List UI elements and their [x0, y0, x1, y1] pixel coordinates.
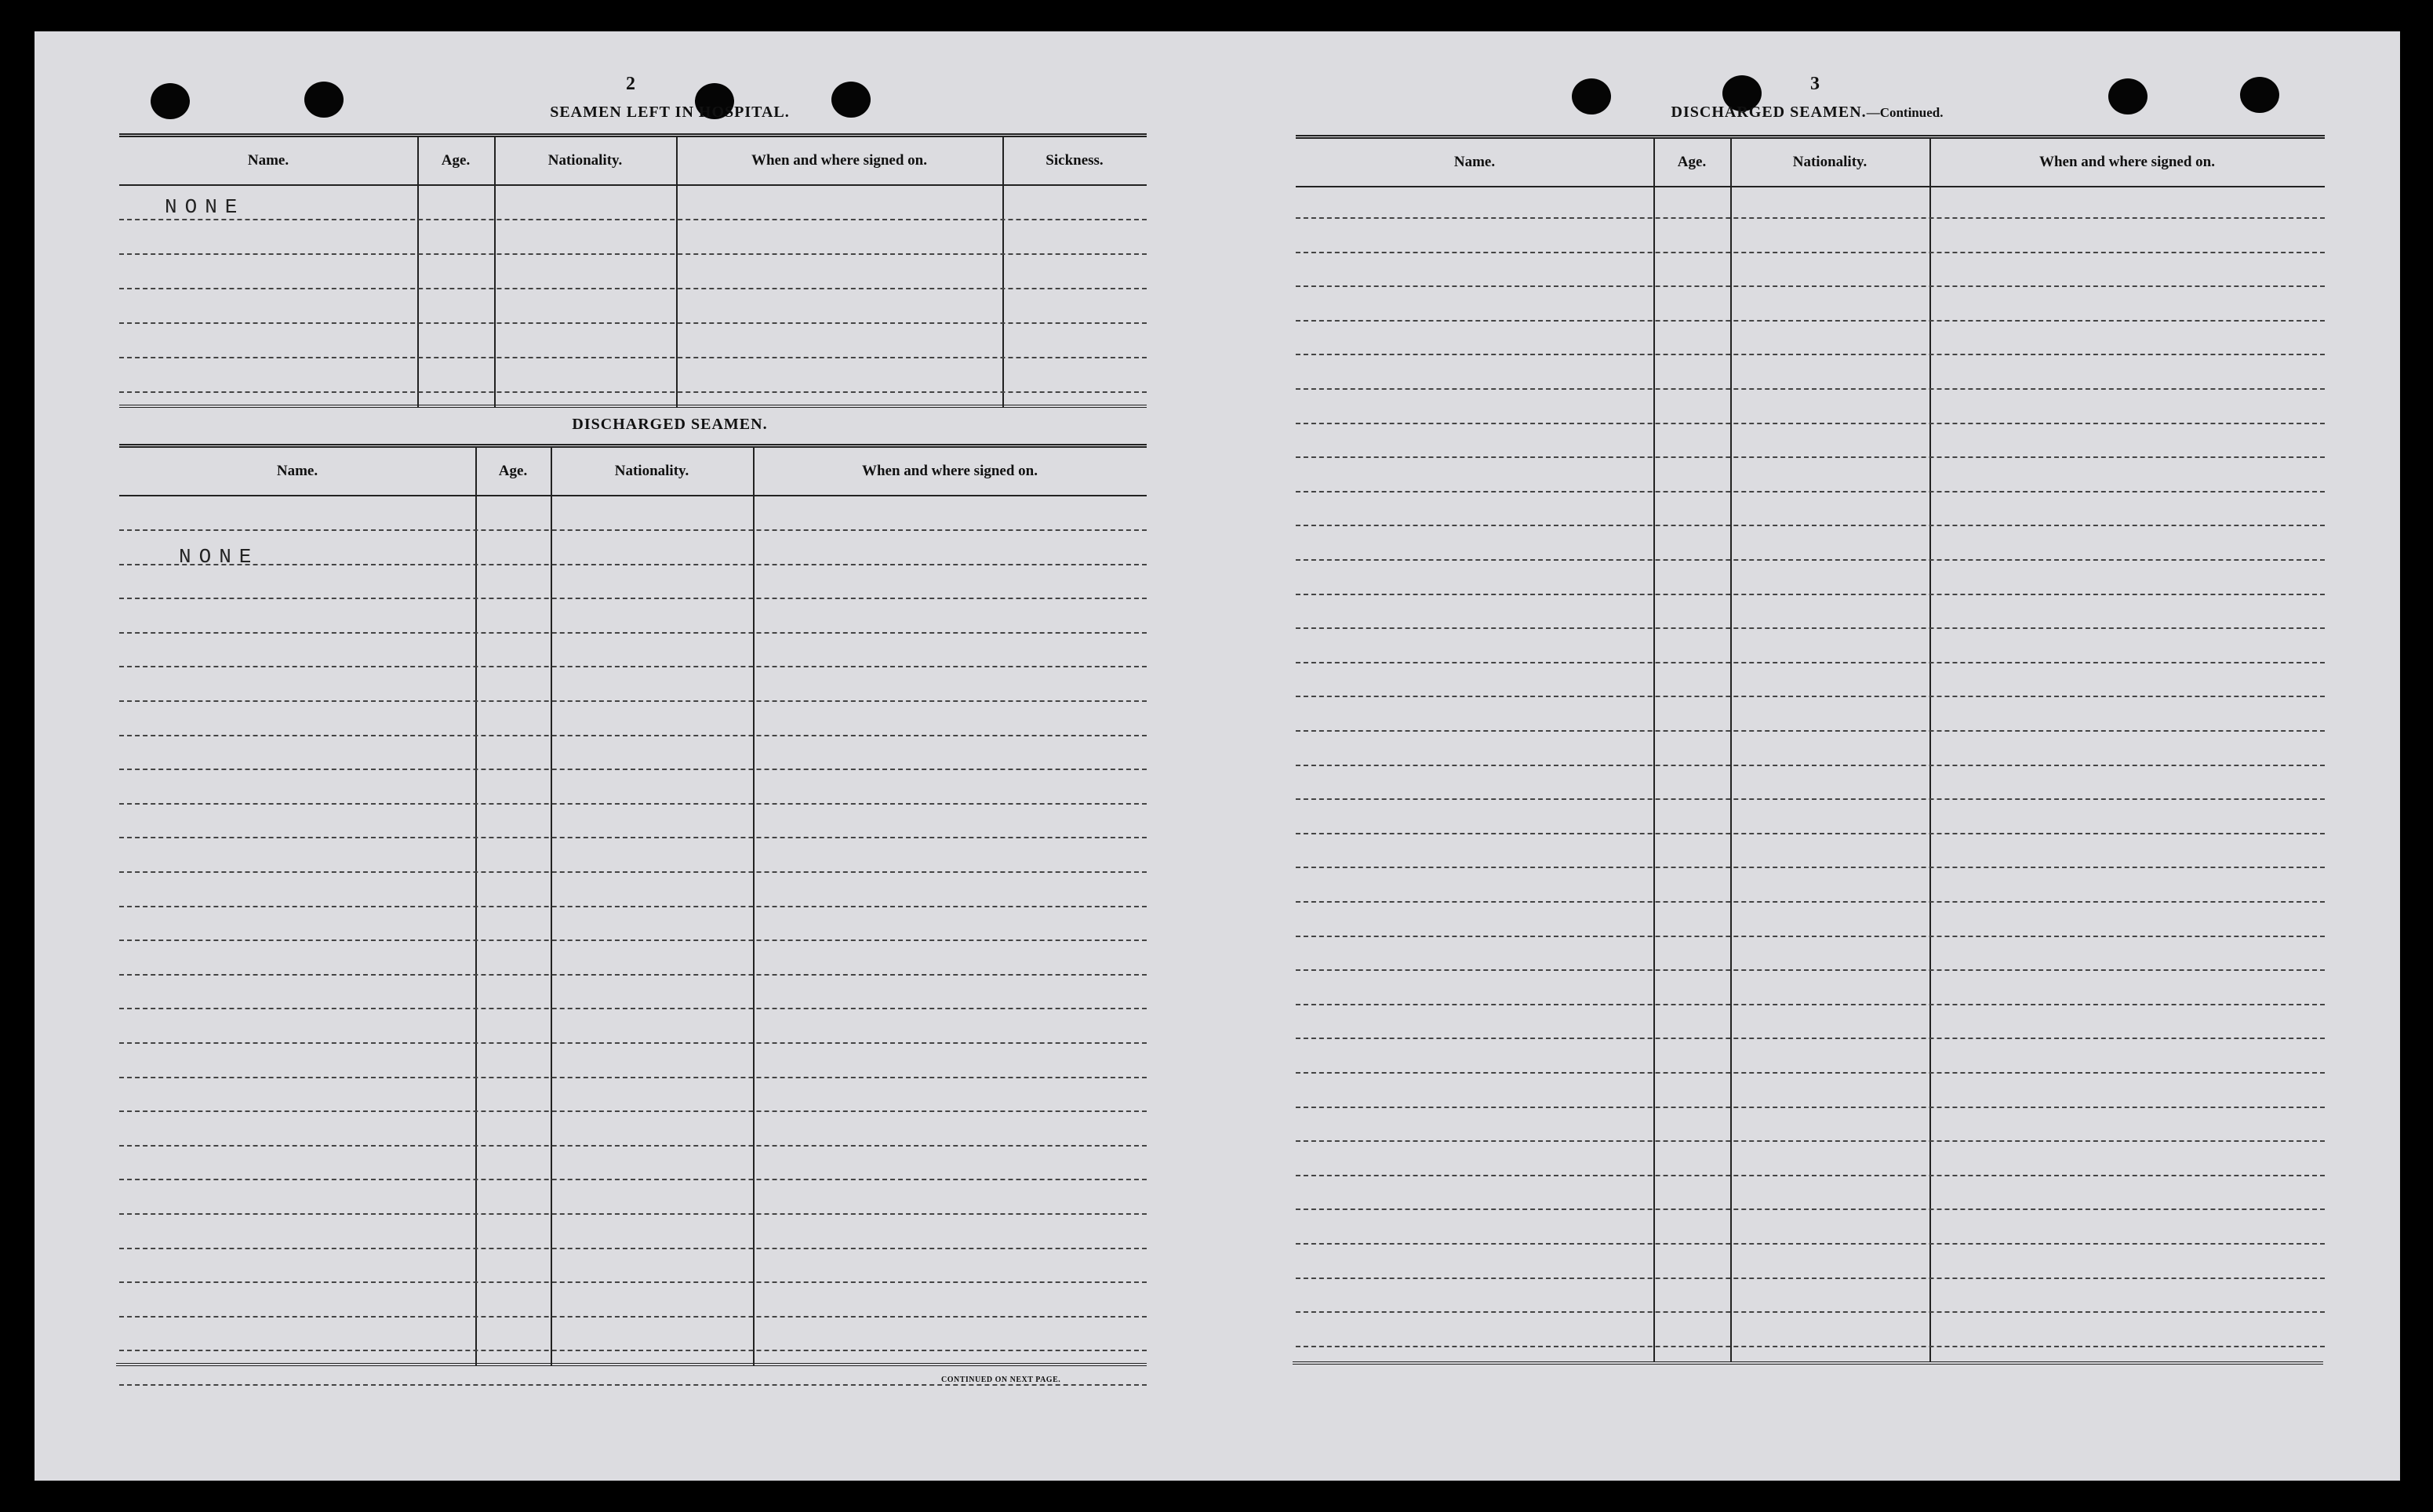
discharged-entry-name: NONE	[179, 545, 260, 569]
ruled-line	[119, 666, 1147, 667]
punch-hole	[304, 82, 344, 118]
ruled-line	[1296, 1311, 2325, 1313]
ruled-line	[119, 253, 1147, 255]
ruled-line	[1296, 627, 2325, 629]
ruled-line	[1296, 594, 2325, 595]
ruled-line	[1296, 388, 2325, 390]
continued-suffix: —Continued.	[1866, 105, 1944, 120]
hospital-table-bottom-rule	[119, 405, 1147, 408]
discharged-table-bottom-rule	[116, 1363, 1147, 1366]
ruled-line	[1296, 765, 2325, 766]
column-header-nationality: Nationality.	[1792, 154, 1867, 170]
column-header-sickness: Sickness.	[1046, 152, 1104, 169]
column-header-name: Name.	[276, 463, 318, 479]
column-header-age: Age.	[441, 152, 471, 169]
ruled-line	[1296, 1346, 2325, 1347]
ruled-line	[119, 219, 1147, 220]
ruled-line	[119, 700, 1147, 702]
document-sheet	[35, 31, 2400, 1481]
hospital-table	[119, 133, 1147, 407]
ruled-line	[1296, 456, 2325, 458]
column-header-age: Age.	[1677, 154, 1707, 170]
ruled-line	[119, 803, 1147, 805]
ruled-line	[1296, 1140, 2325, 1142]
hospital-section-title: SEAMEN LEFT IN HOSPITAL.	[550, 104, 790, 121]
column-divider	[1653, 139, 1655, 1362]
ruled-line	[1296, 285, 2325, 287]
ruled-line	[1296, 867, 2325, 868]
ruled-line	[1296, 354, 2325, 355]
ruled-line	[1296, 1004, 2325, 1005]
ruled-line	[119, 1316, 1147, 1318]
ruled-line	[119, 1384, 1147, 1386]
ruled-line	[1296, 1209, 2325, 1210]
ruled-line	[1296, 969, 2325, 971]
discharged-section-title: DISCHARGED SEAMEN.	[572, 416, 768, 433]
column-header-signed-on: When and where signed on.	[861, 463, 1038, 479]
column-header-signed-on: When and where signed on.	[2038, 154, 2215, 170]
column-divider	[417, 137, 419, 407]
ruled-line	[119, 564, 1147, 565]
ruled-line	[1296, 798, 2325, 800]
column-header-name: Name.	[1453, 154, 1496, 170]
discharged-continued-table	[1296, 135, 2325, 1362]
discharged-continued-title-main: DISCHARGED SEAMEN.	[1671, 104, 1867, 121]
ruled-line	[1296, 252, 2325, 253]
page-number: 2	[626, 74, 635, 94]
ruled-line	[119, 1213, 1147, 1215]
ruled-line	[119, 1281, 1147, 1283]
ruled-line	[119, 769, 1147, 770]
ruled-line	[1296, 491, 2325, 492]
ruled-line	[119, 1179, 1147, 1180]
ruled-line	[119, 940, 1147, 941]
ruled-line	[1296, 320, 2325, 322]
ruled-line	[119, 1110, 1147, 1112]
column-divider	[676, 137, 678, 407]
ruled-line	[1296, 1175, 2325, 1176]
ruled-line	[1296, 525, 2325, 526]
ruled-line	[1296, 901, 2325, 903]
ruled-line	[1296, 936, 2325, 937]
ruled-line	[119, 1042, 1147, 1044]
ruled-line	[119, 632, 1147, 634]
ruled-line	[119, 1008, 1147, 1009]
ruled-line	[119, 598, 1147, 599]
punch-hole	[151, 83, 190, 119]
ruled-line	[119, 1077, 1147, 1078]
ruled-line	[1296, 1107, 2325, 1108]
ruled-line	[119, 837, 1147, 838]
punch-hole	[2240, 77, 2279, 113]
ruled-line	[1296, 1038, 2325, 1039]
ruled-line	[1296, 833, 2325, 834]
column-divider	[1929, 139, 1931, 1362]
page-number: 3	[1810, 74, 1820, 94]
ruled-line	[1296, 1243, 2325, 1245]
punch-hole	[2108, 78, 2148, 114]
ruled-line	[1296, 423, 2325, 424]
ruled-line	[119, 735, 1147, 736]
column-divider	[1002, 137, 1004, 407]
column-divider	[1730, 139, 1732, 1362]
ruled-line	[119, 1350, 1147, 1351]
ruled-line	[1296, 730, 2325, 732]
ruled-line	[1296, 559, 2325, 561]
ruled-line	[119, 974, 1147, 976]
column-header-age: Age.	[498, 463, 528, 479]
discharged-continued-bottom-rule	[1293, 1361, 2323, 1365]
ruled-line	[119, 906, 1147, 907]
ruled-line	[119, 357, 1147, 358]
column-header-signed-on: When and where signed on.	[751, 152, 927, 169]
ruled-line	[119, 1248, 1147, 1249]
column-header-name: Name.	[247, 152, 289, 169]
ruled-line	[1296, 696, 2325, 697]
ruled-line	[1296, 662, 2325, 663]
hospital-entry-name: NONE	[165, 195, 245, 219]
ruled-line	[119, 871, 1147, 873]
discharged-table	[119, 444, 1147, 1365]
ruled-line	[119, 391, 1147, 393]
ruled-line	[119, 1145, 1147, 1147]
ruled-line	[119, 322, 1147, 324]
ruled-line	[1296, 1072, 2325, 1074]
ruled-line	[1296, 217, 2325, 219]
ruled-line	[1296, 1278, 2325, 1279]
column-header-nationality: Nationality.	[547, 152, 623, 169]
continued-note: CONTINUED ON NEXT PAGE.	[941, 1376, 1061, 1384]
ruled-line	[119, 529, 1147, 531]
ruled-line	[119, 288, 1147, 289]
column-header-nationality: Nationality.	[614, 463, 689, 479]
column-divider	[494, 137, 496, 407]
discharged-continued-title	[1564, 104, 2050, 122]
